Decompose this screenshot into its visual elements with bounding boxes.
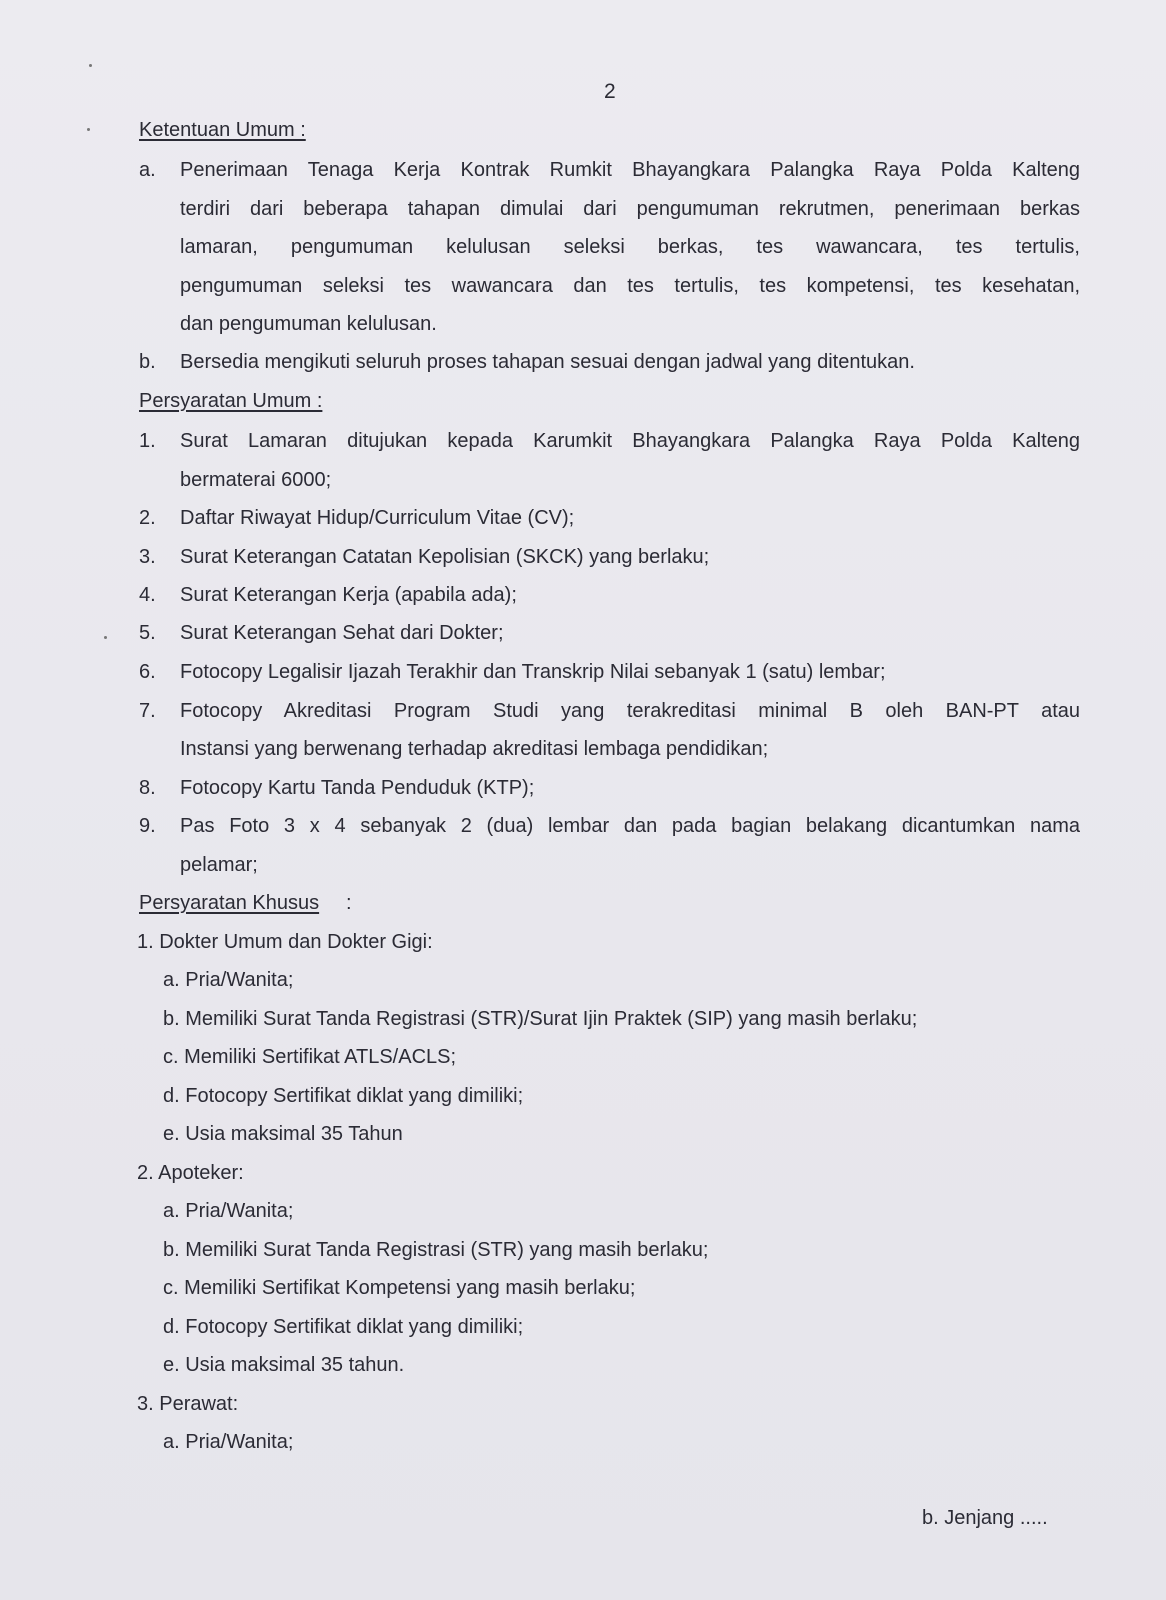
continuation-note: b. Jenjang ..... xyxy=(922,1507,1048,1529)
section-heading-ketentuan: Ketentuan Umum : xyxy=(139,119,306,141)
scan-speck xyxy=(87,128,90,131)
list-number: 7. xyxy=(139,700,156,722)
list-marker: a. xyxy=(139,159,156,181)
sub-item: c. Memiliki Sertifikat ATLS/ACLS; xyxy=(163,1046,457,1068)
sub-item: b. Memiliki Surat Tanda Registrasi (STR)/Surat Ijin Praktek (SIP) yang masih berlaku; xyxy=(163,1008,918,1030)
group-title: 3. Perawat: xyxy=(137,1393,239,1415)
sub-item: c. Memiliki Sertifikat Kompetensi yang masih berlaku; xyxy=(163,1277,636,1299)
list-item-text: bermaterai 6000; xyxy=(180,469,332,491)
paragraph-line: lamaran, pengumuman kelulusan seleksi berkas, tes wawancara, tes tertulis, xyxy=(180,236,1080,258)
group-title: 2. Apoteker: xyxy=(137,1162,244,1184)
list-marker: b. xyxy=(139,351,156,373)
list-item-text: Fotocopy Akreditasi Program Studi yang terakreditasi minimal B oleh BAN-PT atau xyxy=(180,700,1080,722)
list-item-text: Surat Lamaran ditujukan kepada Karumkit Bhayangkara Palangka Raya Polda Kalteng xyxy=(180,430,1080,452)
list-item-text: Surat Keterangan Catatan Kepolisian (SKCK) yang berlaku; xyxy=(180,546,710,568)
list-item-text: Surat Keterangan Sehat dari Dokter; xyxy=(180,622,504,644)
sub-item: e. Usia maksimal 35 Tahun xyxy=(163,1123,403,1145)
paragraph-line: terdiri dari beberapa tahapan dimulai dari pengumuman rekrutmen, penerimaan berkas xyxy=(180,198,1080,220)
list-item-text: Fotocopy Kartu Tanda Penduduk (KTP); xyxy=(180,777,535,799)
sub-item: b. Memiliki Surat Tanda Registrasi (STR) yang masih berlaku; xyxy=(163,1239,709,1261)
list-item-text: Pas Foto 3 x 4 sebanyak 2 (dua) lembar dan pada bagian belakang dicantumkan nama xyxy=(180,815,1080,837)
list-number: 6. xyxy=(139,661,156,683)
list-number: 2. xyxy=(139,507,156,529)
list-number: 8. xyxy=(139,777,156,799)
list-item-text: pelamar; xyxy=(180,854,258,876)
list-item-text: Fotocopy Legalisir Ijazah Terakhir dan Transkrip Nilai sebanyak 1 (satu) lembar; xyxy=(180,661,886,683)
list-number: 3. xyxy=(139,546,156,568)
list-item-text: Instansi yang berwenang terhadap akreditasi lembaga pendidikan; xyxy=(180,738,769,760)
paragraph-line: dan pengumuman kelulusan. xyxy=(180,313,437,335)
paragraph-line: Bersedia mengikuti seluruh proses tahapan sesuai dengan jadwal yang ditentukan. xyxy=(180,351,915,373)
scan-speck xyxy=(104,636,107,639)
section-heading-khusus: Persyaratan Khusus xyxy=(139,892,320,914)
sub-item: a. Pria/Wanita; xyxy=(163,1431,294,1453)
list-number: 1. xyxy=(139,430,156,452)
list-number: 5. xyxy=(139,622,156,644)
paragraph-line: Penerimaan Tenaga Kerja Kontrak Rumkit Bhayangkara Palangka Raya Polda Kalteng xyxy=(180,159,1080,181)
scan-speck xyxy=(89,64,92,67)
group-title: 1. Dokter Umum dan Dokter Gigi: xyxy=(137,931,433,953)
sub-item: e. Usia maksimal 35 tahun. xyxy=(163,1354,405,1376)
page-number: 2 xyxy=(604,80,616,103)
sub-item: a. Pria/Wanita; xyxy=(163,1200,294,1222)
heading-colon: : xyxy=(346,892,352,914)
list-number: 4. xyxy=(139,584,156,606)
paragraph-line: pengumuman seleksi tes wawancara dan tes tertulis, tes kompetensi, tes kesehatan, xyxy=(180,275,1080,297)
sub-item: a. Pria/Wanita; xyxy=(163,969,294,991)
sub-item: d. Fotocopy Sertifikat diklat yang dimiliki; xyxy=(163,1085,524,1107)
section-heading-umum: Persyaratan Umum : xyxy=(139,390,323,412)
list-item-text: Surat Keterangan Kerja (apabila ada); xyxy=(180,584,517,606)
list-number: 9. xyxy=(139,815,156,837)
list-item-text: Daftar Riwayat Hidup/Curriculum Vitae (CV); xyxy=(180,507,575,529)
sub-item: d. Fotocopy Sertifikat diklat yang dimiliki; xyxy=(163,1316,524,1338)
